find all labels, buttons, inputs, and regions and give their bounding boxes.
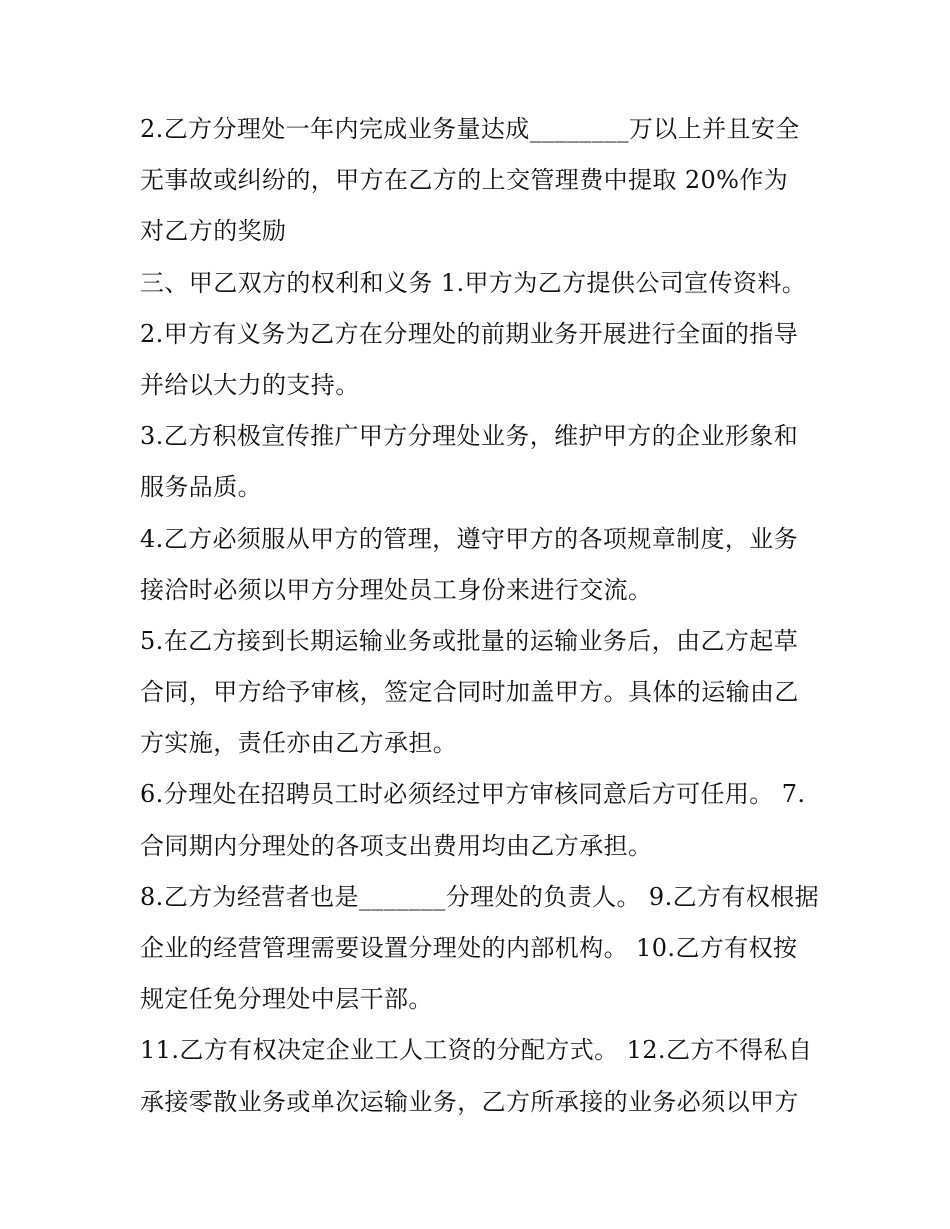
text-line: 方实施，责任亦由乙方承担。 bbox=[140, 729, 458, 758]
text-line: 三、甲乙双方的权利和义务 1.甲方为乙方提供公司宣传资料。 bbox=[140, 268, 807, 297]
text-line: 接洽时必须以甲方分理处员工身份来进行交流。 bbox=[140, 575, 653, 604]
text-line: 合同期内分理处的各项支出费用均由乙方承担。 bbox=[140, 831, 653, 860]
text-line: 3.乙方积极宣传推广甲方分理处业务，维护甲方的企业形象和 bbox=[140, 422, 799, 451]
document-body bbox=[140, 104, 820, 1128]
text-line: 承接零散业务或单次运输业务，乙方所承接的业务必须以甲方 bbox=[140, 1087, 799, 1116]
text-line: 2.甲方有义务为乙方在分理处的前期业务开展进行全面的指导 bbox=[140, 319, 799, 348]
text-line: 2.乙方分理处一年内完成业务量达成________万以上并且安全 bbox=[140, 115, 800, 143]
text-line: 6.分理处在招聘员工时必须经过甲方审核同意后方可任用。 7. bbox=[140, 780, 806, 809]
text-line: 对乙方的奖励 bbox=[140, 217, 287, 246]
text-line: 服务品质。 bbox=[140, 473, 262, 502]
text-line: 4.乙方必须服从甲方的管理，遵守甲方的各项规章制度，业务 bbox=[140, 524, 799, 553]
text-line: 企业的经营管理需要设置分理处的内部机构。 10.乙方有权按 bbox=[140, 934, 798, 962]
text-line: 8.乙方为经营者也是_______分理处的负责人。 9.乙方有权根据 bbox=[140, 882, 820, 911]
text-line: 11.乙方有权决定企业工人工资的分配方式。 12.乙方不得私自 bbox=[140, 1036, 813, 1065]
text-line: 并给以大力的支持。 bbox=[140, 370, 360, 399]
text-line: 规定任免分理处中层干部。 bbox=[140, 985, 433, 1014]
text-line: 合同，甲方给予审核，签定合同时加盖甲方。具体的运输由乙 bbox=[140, 678, 799, 707]
text-line: 5.在乙方接到长期运输业务或批量的运输业务后，由乙方起草 bbox=[140, 626, 799, 655]
text-line: 无事故或纠纷的，甲方在乙方的上交管理费中提取 20%作为 bbox=[140, 166, 789, 195]
